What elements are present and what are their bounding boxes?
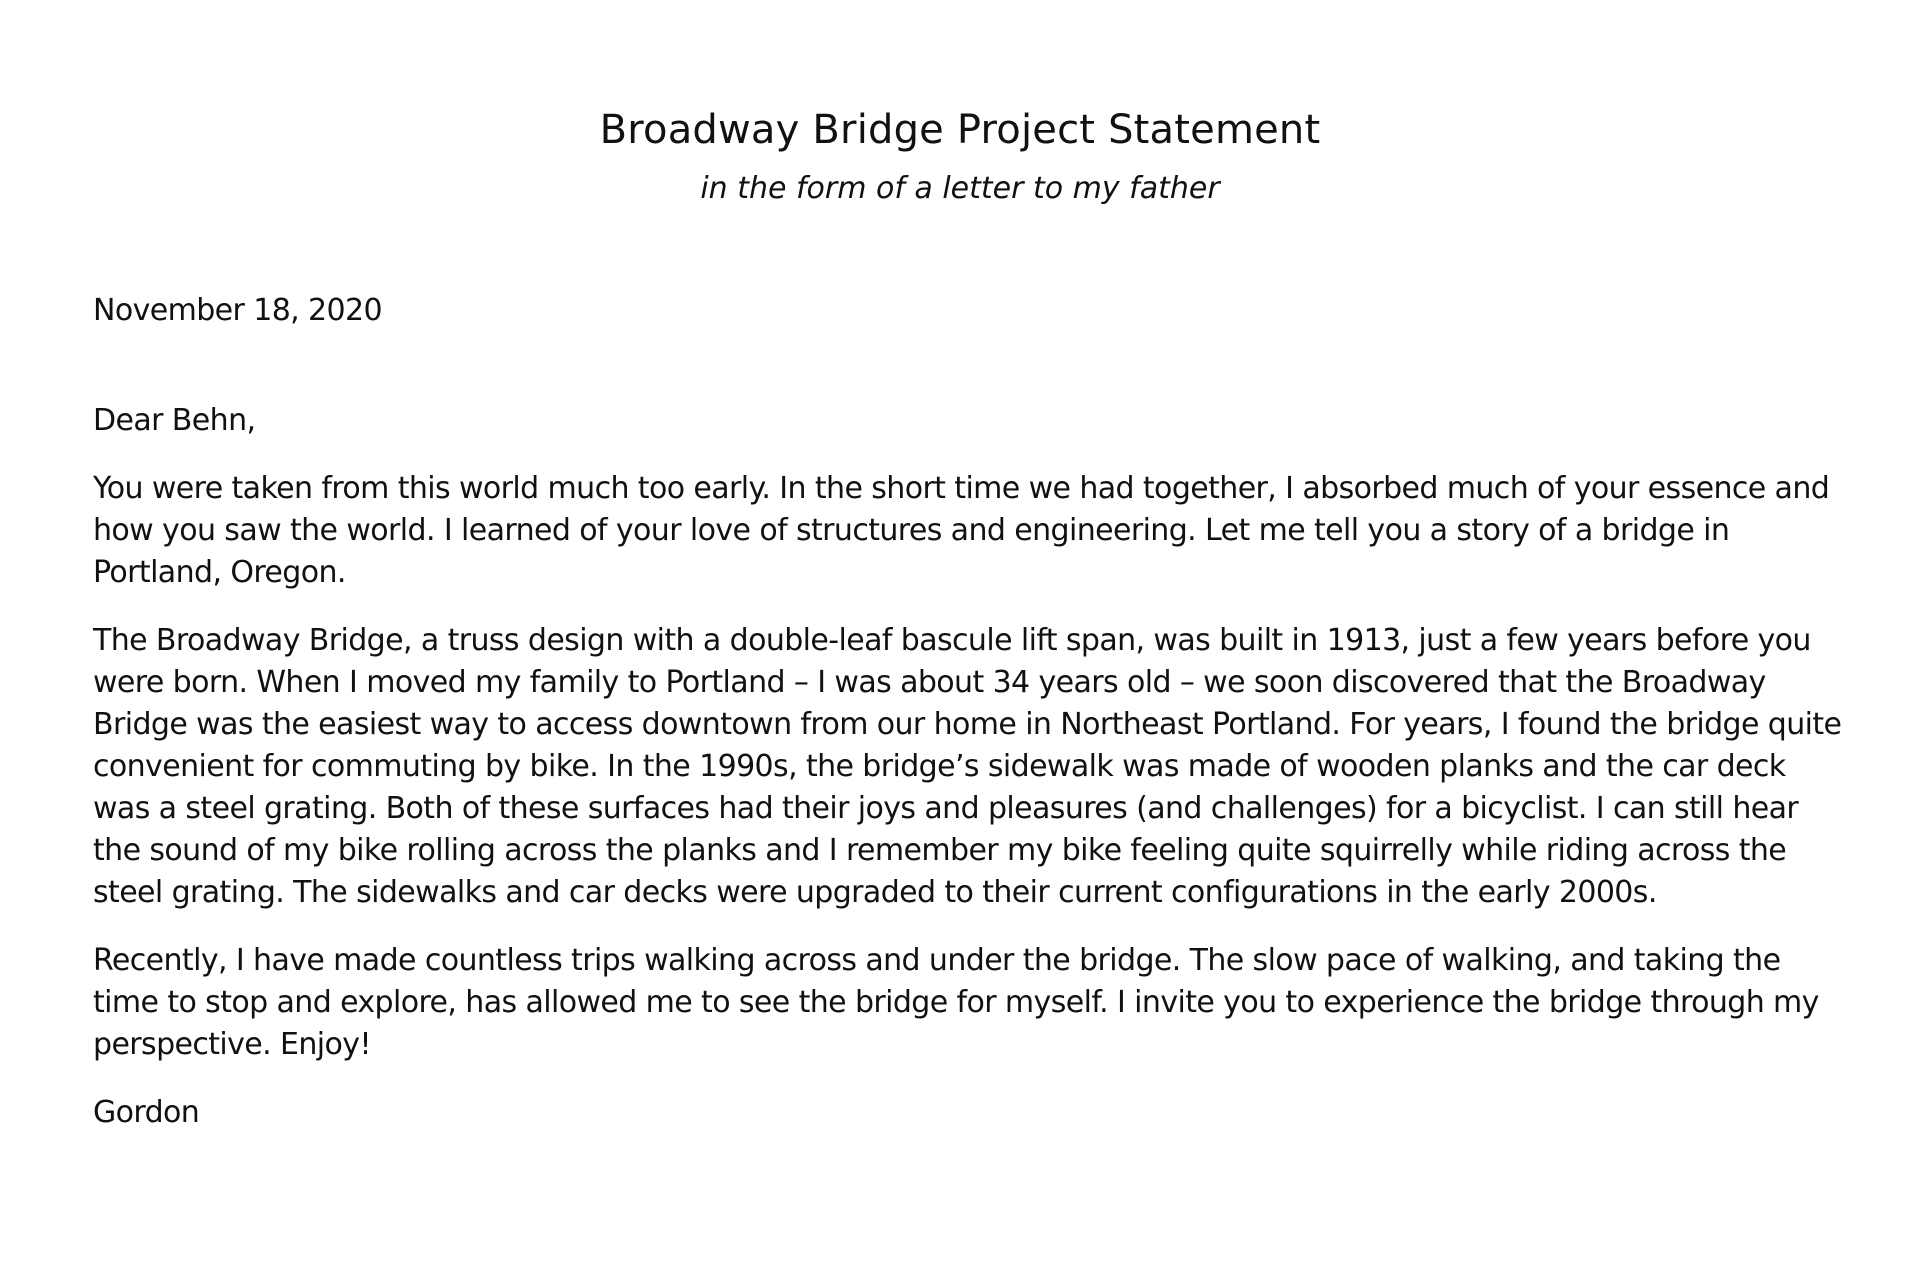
page-subtitle: in the form of a letter to my father [700, 171, 1220, 206]
letter-paragraph: The Broadway Bridge, a truss design with a double-leaf bascule lift span, was built in 1913, just a few years before you were born. When I moved my family to Portland – I was about 34 years old – we soon discovered that the Broadway Bridge was the easiest way to access downtown from our home in Northeast Portland. For years, I found the bridge quite convenient for commuting by bike. In the 1990s, the bridge’s sidewalk was made of wooden planks and the car deck was a steel grating. Both of these surfaces had their joys and pleasures (and challenges) for a bicyclist. I can still hear the sound of my bike rolling across the planks and I remember my bike feeling quite squirrelly while riding across the steel grating. The sidewalks and car decks were upgraded to their current configurations in the early 2000s. [93, 623, 1842, 910]
letter-paragraph: You were taken from this world much too early. In the short time we had together, I absorbed much of your essence and how you saw the world. I learned of your love of structures and engineering. Let me tell you a story of a bridge in Portland, Oregon. [93, 471, 1830, 590]
letter-paragraph: Recently, I have made countless trips walking across and under the bridge. The slow pace of walking, and taking the time to stop and explore, has allowed me to see the bridge for myself. I invite you to experience the bridge through my perspective. Enjoy! [93, 943, 1819, 1062]
letter-signature: Gordon [93, 1095, 200, 1130]
page-title: Broadway Bridge Project Statement [599, 107, 1321, 153]
letter-body [93, 290, 1843, 1134]
letter-date: November 18, 2020 [93, 293, 382, 328]
letter-salutation: Dear Behn, [93, 403, 256, 438]
